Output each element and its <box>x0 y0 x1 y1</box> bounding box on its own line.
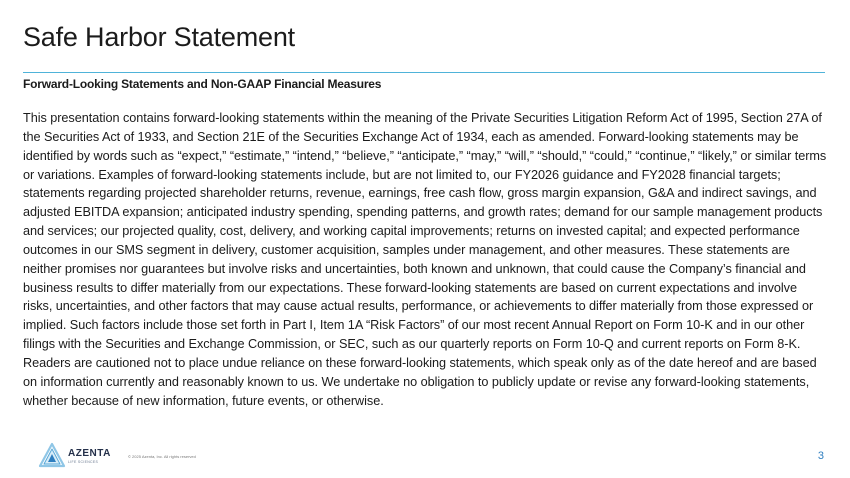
logo-wordmark: AZENTA <box>68 448 111 459</box>
page-number: 3 <box>817 450 824 462</box>
copyright-notice: © 2025 Azenta, Inc. All rights reserved <box>128 454 196 459</box>
section-subtitle: Forward-Looking Statements and Non-GAAP Financial Measures <box>23 77 382 91</box>
azenta-logo <box>38 442 118 472</box>
logo-tagline: LIFE SCIENCES <box>68 460 99 464</box>
title-divider <box>23 72 825 73</box>
safe-harbor-body: This presentation contains forward-looking statements within the meaning of the Private Securities Litigation Reform Act of 1995, Section 27A of the Securities Act of 1933, and Section 21E of the Securities Exchange Act of 1934, each as amended. Forward-looking statements may be identified by words such as “expect,” “estimate,” “intend,” “believe,” “anticipate,” “may,” “will,” “should,” “could,” “continue,” “likely,” or similar terms or variations. Examples of forward-looking statements include, but are not limited to, our FY2026 guidance and FY2028 financial targets; statements regarding projected shareholder returns, revenue, earnings, free cash flow, gross margin expansion, G&A and indirect savings, and adjusted EBITDA expansion; anticipated industry spending, spending patterns, and growth rates; demand for our sample management products and services; our projected quality, cost, delivery, and working capital improvements; returns on invested capital; and expected performance outcomes in our SMS segment in delivery, customer acquisition, samples under management, and other measures. These statements are neither promises nor guarantees but involve risks and uncertainties, both known and unknown, that could cause the Company’s financial and business results to differ materially from our expectations. These forward-looking statements are based on current expectations and involve risks, uncertainties, and other factors that may cause actual results, performance, or achievements to differ materially from those expressed or implied. Such factors include those set forth in Part I, Item 1A “Risk Factors” of our most recent Annual Report on Form 10-K and in our other filings with the Securities and Exchange Commission, or SEC, such as our quarterly reports on Form 10-Q and current reports on Form 8-K. Readers are cautioned not to place undue reliance on these forward-looking statements, which speak only as of the date hereof and are based on information currently and reasonably known to us. We undertake no obligation to publicly update or revise any forward-looking statements, whether because of new information, future events, or otherwise. <box>23 111 827 408</box>
azenta-triangle-icon <box>38 442 66 470</box>
slide-title: Safe Harbor Statement <box>23 22 295 52</box>
